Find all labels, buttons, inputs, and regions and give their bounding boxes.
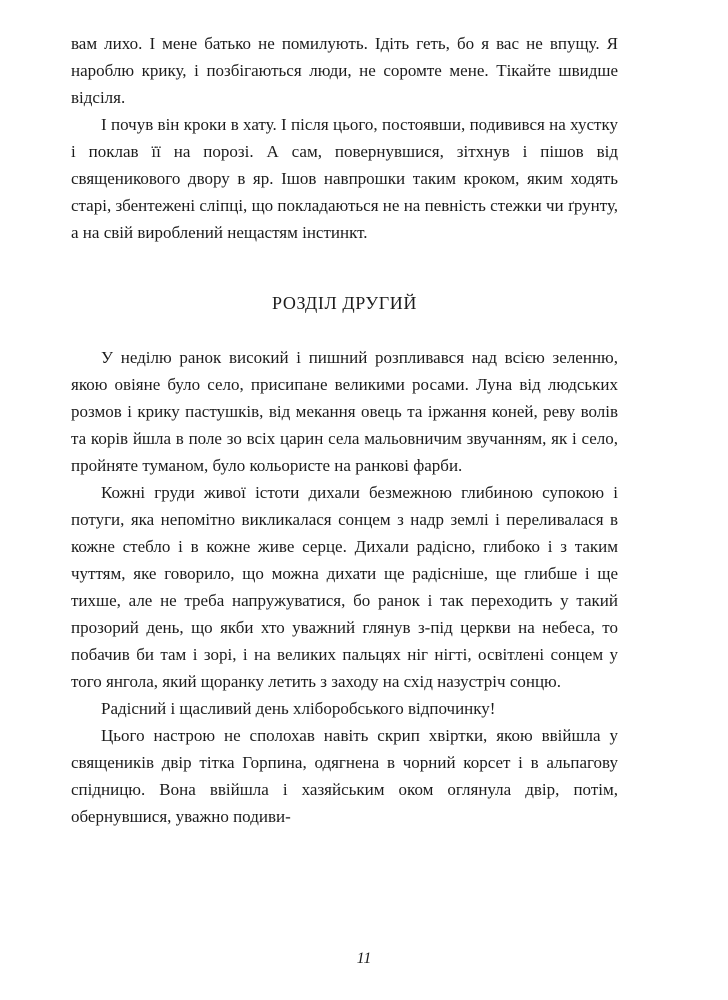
page-number: 11: [356, 950, 372, 967]
chapter-heading: РОЗДІЛ ДРУГИЙ: [272, 293, 417, 313]
paragraph: У неділю ранок високий і пишний розпливався над всією зеленню, якою овіяне було село, присипане великими росами. Луна від людських розмов і крику пастушків, від мекання овець та іржання коней, реву волів та корів йшла в поле зо всіх царин села мальовничим звучанням, як і село, пройняте туманом, було кольористе на ранкові фарби.: [71, 348, 618, 475]
paragraph: Кожні груди живої істоти дихали безмежною глибиною супокою і потуги, яка непомітно викликалася сонцем з надр землі і переливалася в кожне стебло і в кожне живе серце. Дихали радісно, глибоко і з таким чуттям, яке говорило, що можна дихати ще радісніше, ще глибше і ще тихше, але не треба напружуватися, бо ранок і так переходить у такий прозорий день, що якби хто уважний глянув з-під церкви на небеса, то побачив би там і зорі, і на великих пальцях ніг нігті, освітлені сонцем у того янгола, який щоранку летить з заходу на схід назустріч сонцю.: [71, 483, 618, 691]
paragraph: Цього настрою не сполохав навіть скрип хвіртки, якою ввійшла у священиків двір тітка Горпина, одягнена в чорний корсет і в альпагову спідницю. Вона ввійшла і хазяйським оком оглянула двір, потім, обернувшися, уважно подиви-: [71, 726, 618, 826]
paragraph: Радісний і щасливий день хліборобського відпочинку!: [101, 699, 496, 718]
text-column: [71, 30, 618, 830]
paragraph: вам лихо. І мене батько не помилують. Ідіть геть, бо я вас не впущу. Я нароблю крику, і позбігаються люди, не соромте мене. Тікайте швидше відсіля.: [71, 34, 618, 107]
paragraph: І почув він кроки в хату. І після цього, постоявши, подивився на хустку і поклав її на порозі. А сам, повернувшися, зітхнув і пішов від священикового двору в яр. Ішов навпрошки таким кроком, яким ходять старі, збентежені сліпці, що покладаються не на певність стежки чи ґрунту, а на свій вироблений нещастям інстинкт.: [71, 115, 618, 242]
